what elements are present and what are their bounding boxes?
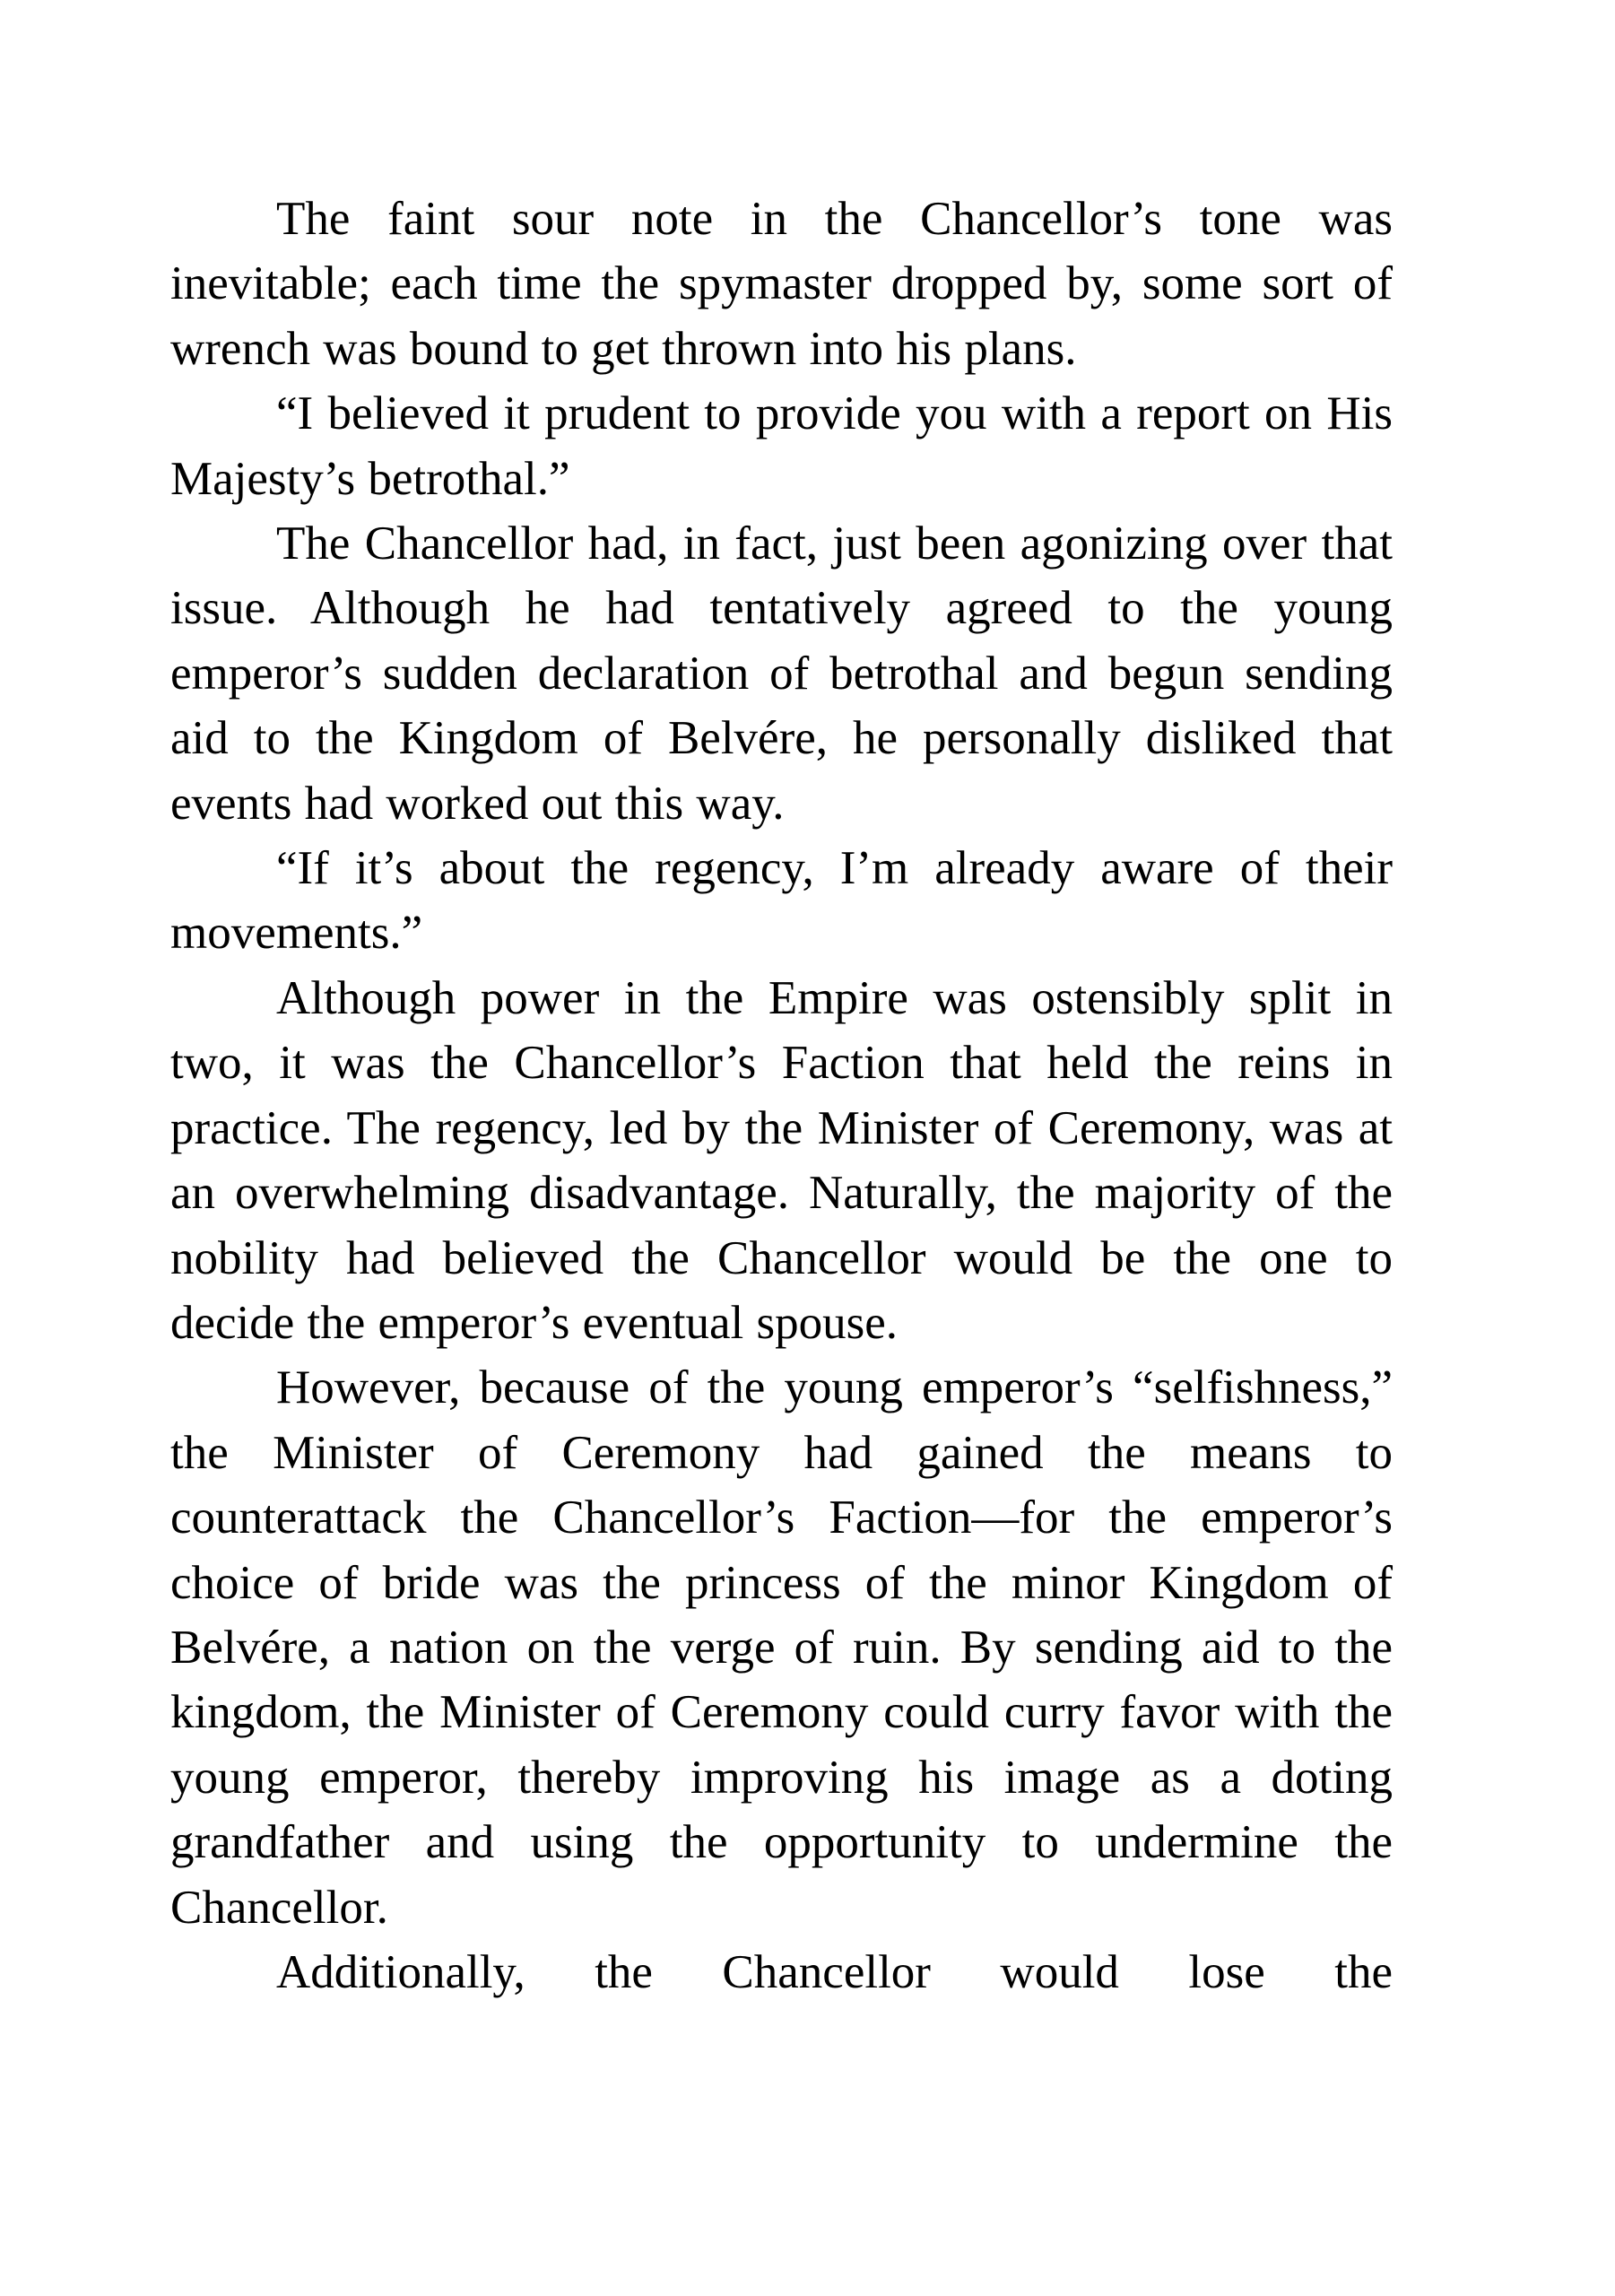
paragraph: The Chancellor had, in fact, just been agonizing over that issue. Although he had tentatively agreed to the young emperor’s sudden declaration of betrothal and begun sending aid to the Kingdom of Belvére, he personally disliked that events had worked out this way.	[170, 517, 1393, 830]
paragraph: “If it’s about the regency, I’m already aware of their movements.”	[170, 842, 1393, 960]
paragraph: “I believed it prudent to provide you with a report on His Majesty’s betrothal.”	[170, 387, 1393, 505]
paragraph: Additionally, the Chancellor would lose the	[276, 1945, 1393, 1998]
paragraph: Although power in the Empire was ostensibly split in two, it was the Chancellor’s Faction that held the reins in practice. The regency, led by the Minister of Ceremony, was at an overwhelming disadvantage. Naturally, the majority of the nobility had believed the Chancellor would be the one to decide the emperor’s eventual spouse.	[170, 971, 1393, 1349]
paragraph: The faint sour note in the Chancellor’s tone was inevitable; each time the spymaster dropped by, some sort of wrench was bound to get thrown into his plans.	[170, 193, 1393, 375]
paragraph: However, because of the young emperor’s “selfishness,” the Minister of Ceremony had gained the means to counterattack the Chancellor’s Faction—for the emperor’s choice of bride was the princess of the minor Kingdom of Belvére, a nation on the verge of ruin. By sending aid to the kingdom, the Minister of Ceremony could curry favor with the young emperor, thereby improving his image as a doting grandfather and using the opportunity to undermine the Chancellor.	[170, 1361, 1393, 1934]
